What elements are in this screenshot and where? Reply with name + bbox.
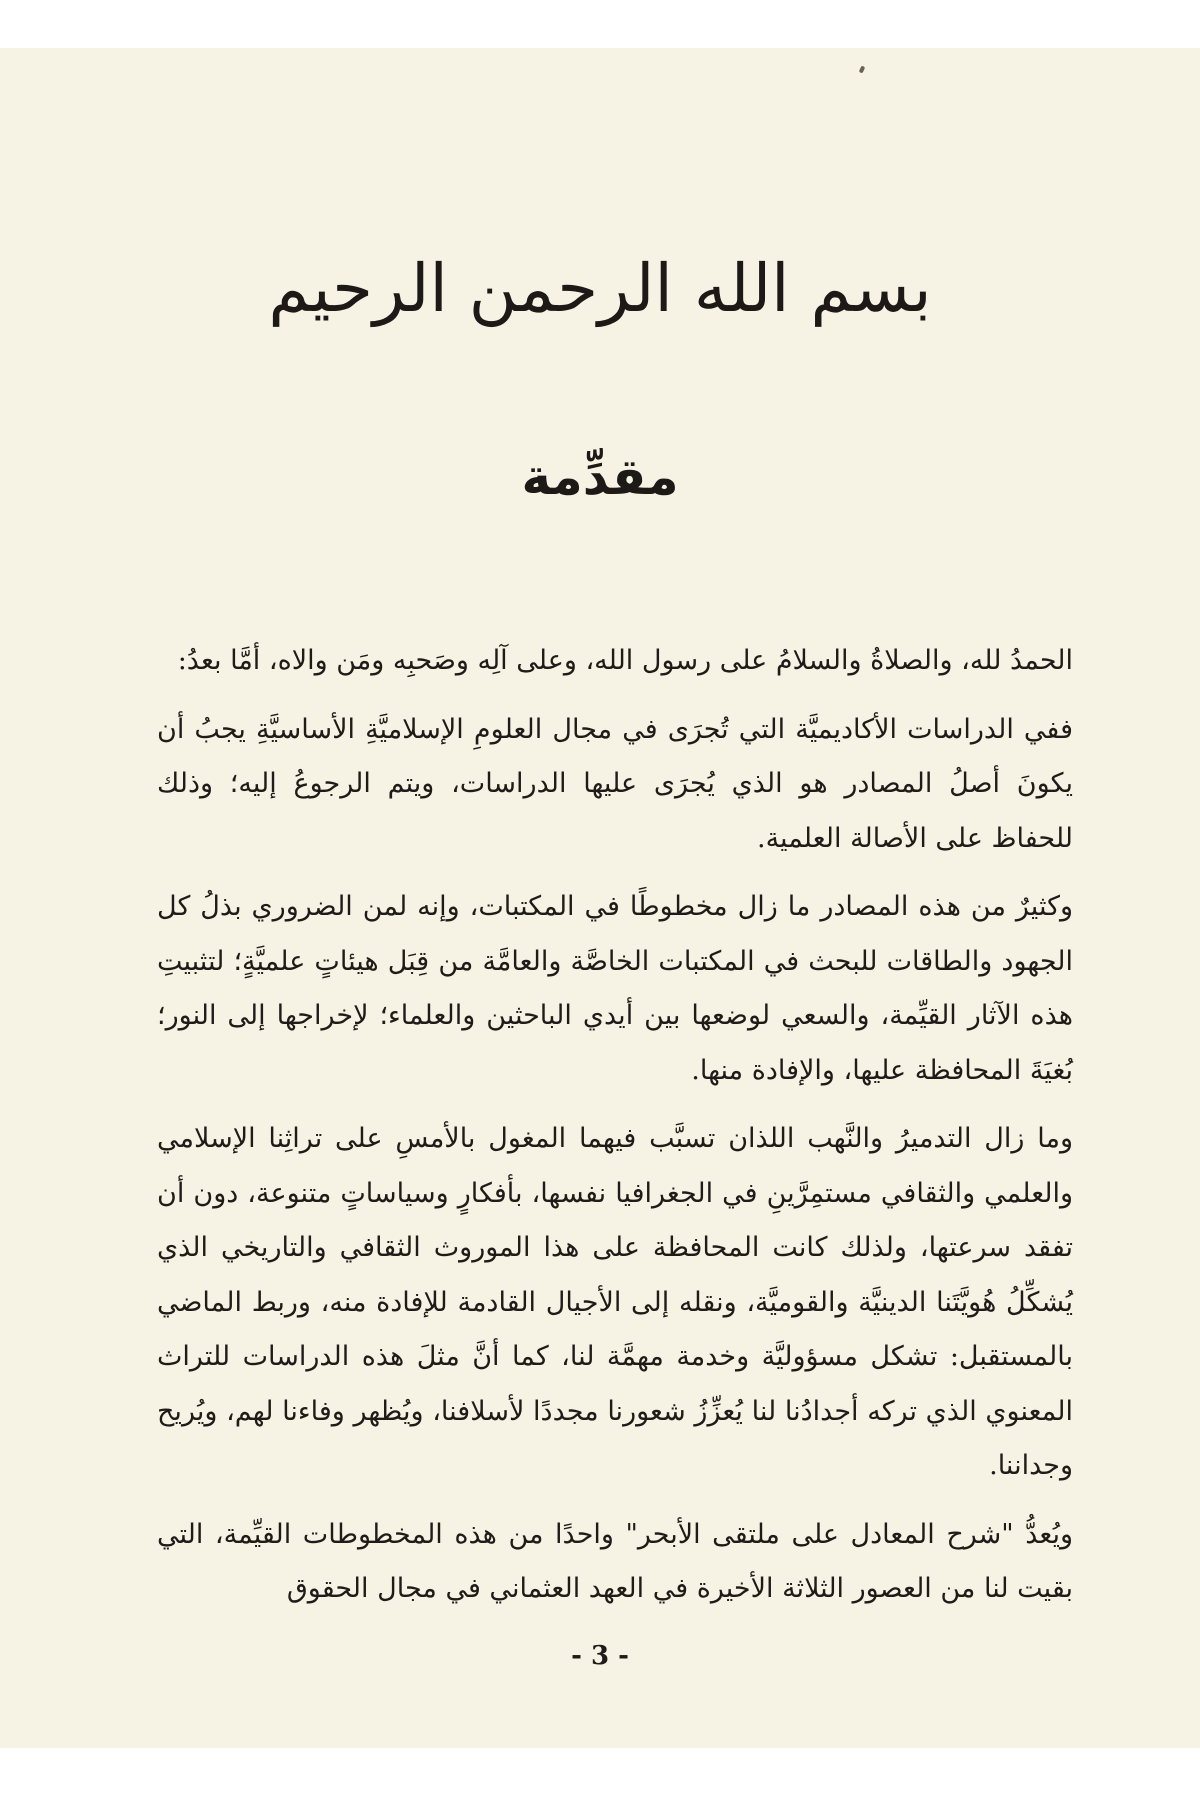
- paragraph-3: وكثيرٌ من هذه المصادر ما زال مخطوطًا في المكتبات، وإنه لمن الضروري بذلُ كل الجهود والطاقات للبحث في المكتبات الخاصَّة والعامَّة من قِبَل هيئاتٍ علميَّةٍ؛ لتثبيتِ هذه الآثار القيِّمة، والسعي لوضعها بين أيدي الباحثين والعلماء؛ لإخراجها إلى النور؛ بُغيَةَ المحافظة عليها، والإفادة منها.: [157, 891, 1073, 1086]
- paragraph-2: ففي الدراسات الأكاديميَّة التي تُجرَى في مجال العلومِ الإسلاميَّةِ الأساسيَّةِ يجبُ أن يكونَ أصلُ المصادر هو الذي يُجرَى عليها الدراسات، ويتم الرجوعُ إليه؛ وذلك للحفاظ على الأصالة العلمية.: [157, 713, 1073, 854]
- body-text: [157, 634, 1073, 1631]
- ink-speck: [859, 65, 866, 73]
- book-page: [0, 48, 1200, 1748]
- paragraph-4: وما زال التدميرُ والنَّهب اللذان تسبَّب فيهما المغول بالأمسِ على تراثِنا الإسلامي والعلمي والثقافي مستمِرَّينِ في الجغرافيا نفسها، بأفكارٍ وسياساتٍ متنوعة، دون أن تفقد سرعتها، ولذلك كانت المحافظة على هذا الموروث الثقافي والتاريخي الذي يُشكِّلُ هُويَّتَنا الدينيَّة والقوميَّة، ونقله إلى الأجيال القادمة للإفادة منه، وربط الماضي بالمستقبل: تشكل مسؤوليَّة وخدمة مهمَّة لنا، كما أنَّ مثلَ هذه الدراسات للتراث المعنوي الذي تركه أجدادُنا لنا يُعزِّزُ شعورنا مجددًا لأسلافنا، ويُظهر وفاءنا لهم، ويُريح وجداننا.: [157, 1123, 1073, 1481]
- basmala-calligraphy: بسم الله الرحمن الرحيم: [268, 250, 932, 327]
- paragraph-5: ويُعدُّ "شرح المعادل على ملتقى الأبحر" واحدًا من هذه المخطوطات القيِّمة، التي بقيت لنا من العصور الثلاثة الأخيرة في العهد العثماني في مجال الحقوق: [157, 1518, 1073, 1604]
- paragraph-1: الحمدُ لله، والصلاةُ والسلامُ على رسول الله، وعلى آلِه وصَحبِه ومَن والاه، أمَّا بعدُ:: [177, 645, 1073, 676]
- page-title: مقدِّمة: [521, 448, 679, 506]
- page-number: - 3 -: [571, 1641, 629, 1671]
